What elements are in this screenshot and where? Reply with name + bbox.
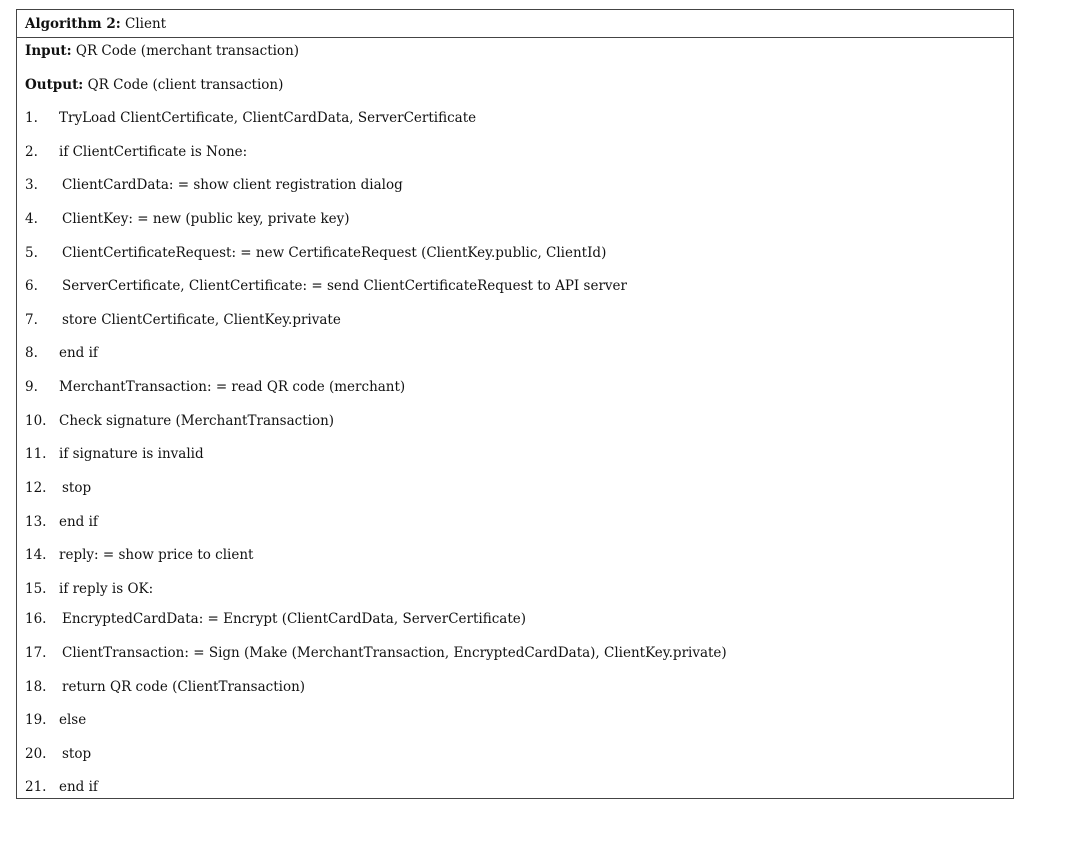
step-number: 15. — [25, 581, 47, 597]
algorithm-name: Client — [125, 16, 167, 32]
step-text: if ClientCertificate is None: — [59, 144, 248, 160]
input-line — [25, 43, 299, 59]
step-text: TryLoad ClientCertificate, ClientCardData, ServerCertificate — [59, 110, 477, 126]
step-number: 4. — [25, 211, 38, 227]
step-number: 10. — [25, 413, 47, 429]
step-number: 20. — [25, 746, 47, 762]
algorithm-title — [25, 16, 166, 32]
step-text: end if — [59, 514, 98, 530]
step-text: ClientTransaction: = Sign (Make (MerchantTransaction, EncryptedCardData), ClientKey.private) — [62, 645, 727, 661]
algorithm-label: Algorithm 2: — [25, 16, 121, 32]
step-text: store ClientCertificate, ClientKey.private — [62, 312, 341, 328]
step-number: 17. — [25, 645, 47, 661]
step-text: if signature is invalid — [59, 446, 204, 462]
step-text: end if — [59, 345, 98, 361]
step-text: if reply is OK: — [59, 581, 154, 597]
step-text: ClientKey: = new (public key, private key) — [62, 211, 350, 227]
step-number: 13. — [25, 514, 47, 530]
step-text: MerchantTransaction: = read QR code (merchant) — [59, 379, 406, 395]
step-number: 5. — [25, 245, 38, 261]
input-value: QR Code (merchant transaction) — [75, 43, 300, 59]
step-number: 7. — [25, 312, 38, 328]
step-text: Check signature (MerchantTransaction) — [59, 413, 335, 429]
step-number: 9. — [25, 379, 38, 395]
step-number: 19. — [25, 712, 47, 728]
step-text: stop — [62, 746, 92, 762]
step-number: 21. — [25, 779, 47, 795]
step-number: 18. — [25, 679, 47, 695]
step-text: EncryptedCardData: = Encrypt (ClientCardData, ServerCertificate) — [62, 611, 527, 627]
step-number: 3. — [25, 177, 38, 193]
step-number: 16. — [25, 611, 47, 627]
step-text: else — [59, 712, 87, 728]
step-number: 1. — [25, 110, 38, 126]
output-value: QR Code (client transaction) — [87, 77, 284, 93]
step-text: ClientCardData: = show client registration dialog — [62, 177, 403, 193]
step-text: reply: = show price to client — [59, 547, 254, 563]
step-number: 8. — [25, 345, 38, 361]
step-text: stop — [62, 480, 92, 496]
step-number: 12. — [25, 480, 47, 496]
step-text: return QR code (ClientTransaction) — [62, 679, 306, 695]
output-label: Output: — [25, 77, 84, 93]
input-label: Input: — [25, 43, 72, 59]
algorithm-header — [17, 10, 1013, 38]
step-number: 6. — [25, 278, 38, 294]
step-text: ServerCertificate, ClientCertificate: = send ClientCertificateRequest to API server — [62, 278, 627, 294]
step-text: ClientCertificateRequest: = new CertificateRequest (ClientKey.public, ClientId) — [62, 245, 607, 261]
step-number: 11. — [25, 446, 47, 462]
step-number: 14. — [25, 547, 47, 563]
algorithm-box — [16, 9, 1014, 799]
output-line — [25, 77, 283, 93]
step-number: 2. — [25, 144, 38, 160]
step-text: end if — [59, 779, 98, 795]
